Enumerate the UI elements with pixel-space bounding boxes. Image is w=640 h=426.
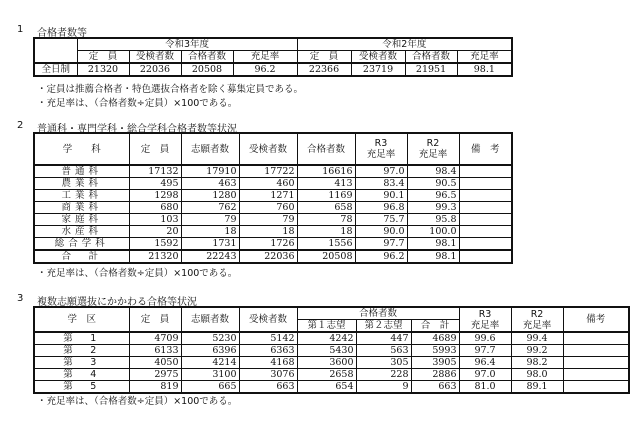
col-header: 合格者数 (405, 51, 457, 64)
cell: 4168 (239, 357, 297, 369)
cell: 2658 (297, 369, 356, 381)
cell (459, 250, 512, 263)
cell: 2975 (129, 369, 181, 381)
table-row (34, 214, 512, 226)
cell: 1298 (129, 190, 181, 202)
cell (459, 178, 512, 190)
col-header: 備考 (563, 307, 629, 332)
cell: 1280 (181, 190, 239, 202)
corner-cell (34, 38, 77, 63)
cell: 663 (239, 381, 297, 394)
col-header: R2 充足率 (511, 307, 563, 332)
cell: 665 (181, 381, 239, 394)
col-header: 学 区 (34, 307, 129, 332)
cell: 99.2 (511, 345, 563, 357)
cell: 23719 (351, 63, 405, 76)
col-header: 受検者数 (129, 51, 181, 64)
cell: 98.1 (407, 238, 459, 251)
row-label: 第 4 (34, 369, 129, 381)
col-header: R3 充足率 (459, 307, 511, 332)
table-row (34, 202, 512, 214)
cell (459, 202, 512, 214)
col-header: R2 充足率 (407, 133, 459, 165)
cell (563, 369, 629, 381)
cell: 3905 (411, 357, 459, 369)
cell: 79 (181, 214, 239, 226)
cell: 99.6 (459, 332, 511, 345)
row-label: 第 2 (34, 345, 129, 357)
cell: 4242 (297, 332, 356, 345)
cell (563, 381, 629, 394)
section2-title: 普通科・専門学科・総合学科合格者数等状況 (37, 124, 237, 135)
cell: 5142 (239, 332, 297, 345)
col-header: 備 考 (459, 133, 512, 165)
cell: 98.4 (407, 165, 459, 178)
year-header: 令和2年度 (297, 38, 512, 51)
cell: 4214 (181, 357, 239, 369)
cell: 96.5 (407, 190, 459, 202)
cell: 22243 (181, 250, 239, 263)
sub-header: 第２志望 (356, 320, 411, 333)
col-header: 志願者数 (181, 307, 239, 332)
cell: 6133 (129, 345, 181, 357)
col-header: 志願者数 (181, 133, 239, 165)
table-row (34, 332, 629, 345)
cell: 4689 (411, 332, 459, 345)
cell: 4709 (129, 332, 181, 345)
cell: 21951 (405, 63, 457, 76)
sub-header: 合 計 (411, 320, 459, 333)
cell: 1726 (239, 238, 297, 251)
cell: 680 (129, 202, 181, 214)
cell: 5430 (297, 345, 356, 357)
cell: 90.1 (355, 190, 407, 202)
cell: 447 (356, 332, 411, 345)
cell: 22036 (129, 63, 181, 76)
cell: 305 (356, 357, 411, 369)
cell: 2886 (411, 369, 459, 381)
col-header: 合格者数 (297, 307, 459, 320)
col-header: 合格者数 (297, 133, 355, 165)
cell: 3076 (239, 369, 297, 381)
cell: 18 (297, 226, 355, 238)
section2-table (33, 132, 513, 264)
row-label: 普通科 (34, 165, 129, 178)
section2-number: 2 (17, 120, 24, 131)
cell: 20508 (297, 250, 355, 263)
cell (459, 165, 512, 178)
cell: 21320 (77, 63, 129, 76)
cell: 5230 (181, 332, 239, 345)
cell: 4050 (129, 357, 181, 369)
cell: 1556 (297, 238, 355, 251)
cell: 98.1 (407, 250, 459, 263)
col-header: 定 員 (297, 51, 351, 64)
cell (563, 332, 629, 345)
table-row (34, 178, 512, 190)
cell: 762 (181, 202, 239, 214)
cell: 1731 (181, 238, 239, 251)
cell (459, 238, 512, 251)
cell: 103 (129, 214, 181, 226)
col-header: 合格者数 (181, 51, 233, 64)
cell: 654 (297, 381, 356, 394)
cell: 20 (129, 226, 181, 238)
cell: 97.0 (355, 165, 407, 178)
note: ・充足率は、（合格者数÷定員）×100である。 (37, 268, 238, 279)
col-header: 受検者数 (239, 307, 297, 332)
cell: 819 (129, 381, 181, 394)
year-header: 令和3年度 (77, 38, 297, 51)
cell (459, 190, 512, 202)
cell: 3600 (297, 357, 356, 369)
cell: 89.1 (511, 381, 563, 394)
table-row (34, 250, 512, 263)
row-label: 第 3 (34, 357, 129, 369)
cell (563, 357, 629, 369)
cell: 1592 (129, 238, 181, 251)
cell: 98.2 (511, 357, 563, 369)
cell (459, 214, 512, 226)
note: ・充足率は、（合格者数÷定員）×100である。 (37, 396, 238, 407)
cell: 17132 (129, 165, 181, 178)
row-label: 工業科 (34, 190, 129, 202)
cell: 1169 (297, 190, 355, 202)
table-row (34, 345, 629, 357)
cell: 6396 (181, 345, 239, 357)
row-label: 合 計 (34, 250, 129, 263)
row-label: 商業科 (34, 202, 129, 214)
cell: 18 (239, 226, 297, 238)
cell: 90.5 (407, 178, 459, 190)
cell: 16616 (297, 165, 355, 178)
cell: 463 (181, 178, 239, 190)
section1-number: 1 (17, 24, 24, 35)
table-row (34, 238, 512, 251)
row-label: 第 5 (34, 381, 129, 394)
cell: 99.4 (511, 332, 563, 345)
cell: 1271 (239, 190, 297, 202)
cell: 413 (297, 178, 355, 190)
table-row (34, 165, 512, 178)
cell: 97.0 (459, 369, 511, 381)
cell: 21320 (129, 250, 181, 263)
cell: 3100 (181, 369, 239, 381)
cell (563, 345, 629, 357)
cell (459, 226, 512, 238)
col-header: 充足率 (457, 51, 512, 64)
row-label: 水産科 (34, 226, 129, 238)
col-header: 定 員 (77, 51, 129, 64)
table-row (34, 226, 512, 238)
cell: 97.7 (355, 238, 407, 251)
col-header: 定 員 (129, 307, 181, 332)
cell: 97.7 (459, 345, 511, 357)
cell: 495 (129, 178, 181, 190)
cell: 460 (239, 178, 297, 190)
table-row (34, 190, 512, 202)
cell: 5993 (411, 345, 459, 357)
table-row (34, 63, 512, 76)
table-row (34, 381, 629, 394)
table-row (34, 357, 629, 369)
sub-header: 第１志望 (297, 320, 356, 333)
cell: 98.0 (511, 369, 563, 381)
col-header: 受検者数 (351, 51, 405, 64)
col-header: 学 科 (34, 133, 129, 165)
cell: 563 (356, 345, 411, 357)
cell: 663 (411, 381, 459, 394)
cell: 760 (239, 202, 297, 214)
cell: 18 (181, 226, 239, 238)
row-label: 第 1 (34, 332, 129, 345)
cell: 99.3 (407, 202, 459, 214)
section3-title: 複数志願選抜にかかわる合格等状況 (37, 297, 197, 308)
cell: 78 (297, 214, 355, 226)
row-label: 家庭科 (34, 214, 129, 226)
cell: 96.2 (233, 63, 297, 76)
row-label: 総合学科 (34, 238, 129, 251)
cell: 20508 (181, 63, 233, 76)
cell: 6363 (239, 345, 297, 357)
section3-number: 3 (17, 293, 24, 304)
cell: 95.8 (407, 214, 459, 226)
section1-table (33, 37, 513, 77)
cell: 75.7 (355, 214, 407, 226)
cell: 100.0 (407, 226, 459, 238)
section1-title: 合格者数等 (37, 28, 87, 39)
cell: 22366 (297, 63, 351, 76)
col-header: 定 員 (129, 133, 181, 165)
cell: 81.0 (459, 381, 511, 394)
table-row (34, 369, 629, 381)
cell: 17722 (239, 165, 297, 178)
cell: 228 (356, 369, 411, 381)
cell: 9 (356, 381, 411, 394)
section3-table (33, 306, 630, 394)
col-header: 受検者数 (239, 133, 297, 165)
cell: 658 (297, 202, 355, 214)
row-label: 農業科 (34, 178, 129, 190)
note: ・充足率は、（合格者数÷定員）×100である。 (37, 98, 238, 109)
row-label: 全日制 (34, 63, 77, 76)
cell: 79 (239, 214, 297, 226)
cell: 83.4 (355, 178, 407, 190)
col-header: R3 充足率 (355, 133, 407, 165)
cell: 90.0 (355, 226, 407, 238)
cell: 17910 (181, 165, 239, 178)
col-header: 充足率 (233, 51, 297, 64)
note: ・定員は推薦合格者・特色選抜合格者を除く募集定員である。 (37, 84, 304, 95)
cell: 96.4 (459, 357, 511, 369)
cell: 96.2 (355, 250, 407, 263)
cell: 22036 (239, 250, 297, 263)
cell: 98.1 (457, 63, 512, 76)
cell: 96.8 (355, 202, 407, 214)
